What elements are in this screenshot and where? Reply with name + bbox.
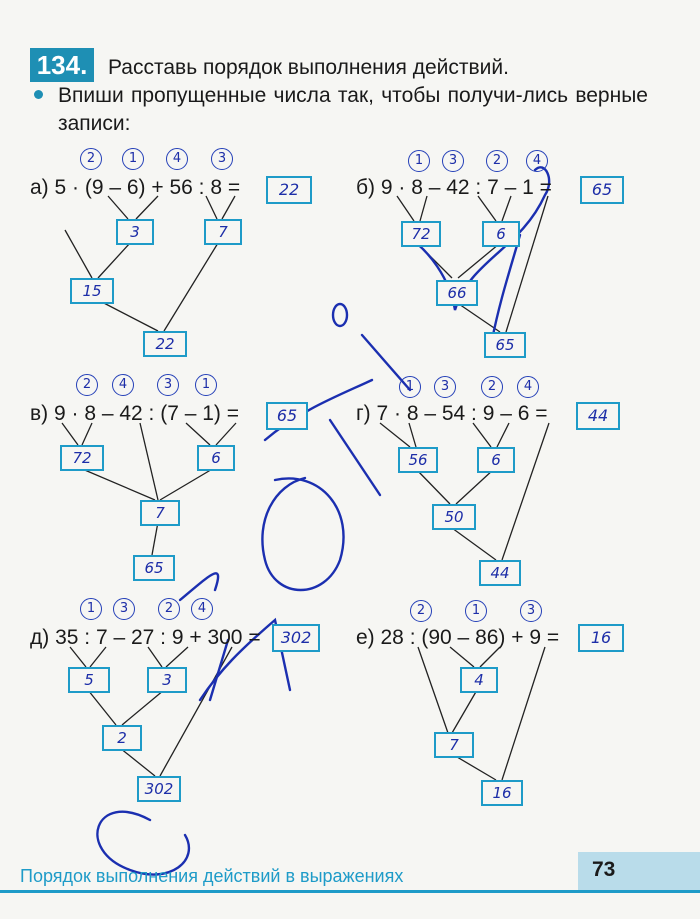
order-d-3: 2 — [158, 598, 180, 620]
order-v-1: 2 — [76, 374, 98, 396]
answer-d[interactable]: 302 — [272, 624, 320, 652]
result-g-4[interactable]: 44 — [479, 560, 521, 586]
result-b-3[interactable]: 66 — [436, 280, 478, 306]
task-title: Расставь порядок выполнения действий. — [108, 56, 509, 79]
footer-rule — [0, 890, 700, 893]
result-a-3[interactable]: 15 — [70, 278, 114, 304]
result-d-3[interactable]: 2 — [102, 725, 142, 751]
answer-b[interactable]: 65 — [580, 176, 624, 204]
order-v-4: 1 — [195, 374, 217, 396]
order-e-3: 3 — [520, 600, 542, 622]
task-number: 134. — [30, 48, 94, 82]
order-b-4: 4 — [526, 150, 548, 172]
order-g-2: 3 — [434, 376, 456, 398]
order-b-3: 2 — [486, 150, 508, 172]
bullet-icon — [34, 90, 43, 99]
result-e-1[interactable]: 4 — [460, 667, 498, 693]
result-g-1[interactable]: 56 — [398, 447, 438, 473]
order-g-1: 1 — [399, 376, 421, 398]
result-a-1[interactable]: 3 — [116, 219, 154, 245]
result-g-3[interactable]: 50 — [432, 504, 476, 530]
order-b-1: 1 — [408, 150, 430, 172]
result-d-2[interactable]: 3 — [147, 667, 187, 693]
result-b-4[interactable]: 65 — [484, 332, 526, 358]
order-d-1: 1 — [80, 598, 102, 620]
result-a-4[interactable]: 22 — [143, 331, 187, 357]
order-a-3: 4 — [166, 148, 188, 170]
answer-v[interactable]: 65 — [266, 402, 308, 430]
page-number: 73 — [592, 858, 616, 881]
order-e-1: 2 — [410, 600, 432, 622]
result-d-1[interactable]: 5 — [68, 667, 110, 693]
order-g-3: 2 — [481, 376, 503, 398]
result-v-2[interactable]: 6 — [197, 445, 235, 471]
order-d-4: 4 — [191, 598, 213, 620]
result-e-3[interactable]: 16 — [481, 780, 523, 806]
order-b-2: 3 — [442, 150, 464, 172]
result-b-2[interactable]: 6 — [482, 221, 520, 247]
order-g-4: 4 — [517, 376, 539, 398]
result-a-2[interactable]: 7 — [204, 219, 242, 245]
order-a-1: 2 — [80, 148, 102, 170]
result-v-3[interactable]: 7 — [140, 500, 180, 526]
result-b-1[interactable]: 72 — [401, 221, 441, 247]
order-e-2: 1 — [465, 600, 487, 622]
expression-a: а) 5 · (9 – 6) + 56 : 8 = — [30, 176, 241, 199]
result-v-4[interactable]: 65 — [133, 555, 175, 581]
order-v-2: 4 — [112, 374, 134, 396]
section-title: Порядок выполнения действий в выражениях — [20, 866, 404, 886]
answer-e[interactable]: 16 — [578, 624, 624, 652]
expression-d: д) 35 : 7 – 27 : 9 + 300 = — [30, 626, 261, 649]
task-instruction: Впиши пропущенные числа так, чтобы получи-лись верные записи: — [58, 84, 648, 135]
result-e-2[interactable]: 7 — [434, 732, 474, 758]
answer-a[interactable]: 22 — [266, 176, 312, 204]
result-g-2[interactable]: 6 — [477, 447, 515, 473]
expression-v: в) 9 · 8 – 42 : (7 – 1) = — [30, 402, 240, 425]
answer-g[interactable]: 44 — [576, 402, 620, 430]
result-d-4[interactable]: 302 — [137, 776, 181, 802]
result-v-1[interactable]: 72 — [60, 445, 104, 471]
expression-g: г) 7 · 8 – 54 : 9 – 6 = — [356, 402, 548, 425]
expression-e: е) 28 : (90 – 86) + 9 = — [356, 626, 560, 649]
expression-b: б) 9 · 8 – 42 : 7 – 1 = — [356, 176, 552, 199]
order-a-2: 1 — [122, 148, 144, 170]
order-v-3: 3 — [157, 374, 179, 396]
order-d-2: 3 — [113, 598, 135, 620]
order-a-4: 3 — [211, 148, 233, 170]
